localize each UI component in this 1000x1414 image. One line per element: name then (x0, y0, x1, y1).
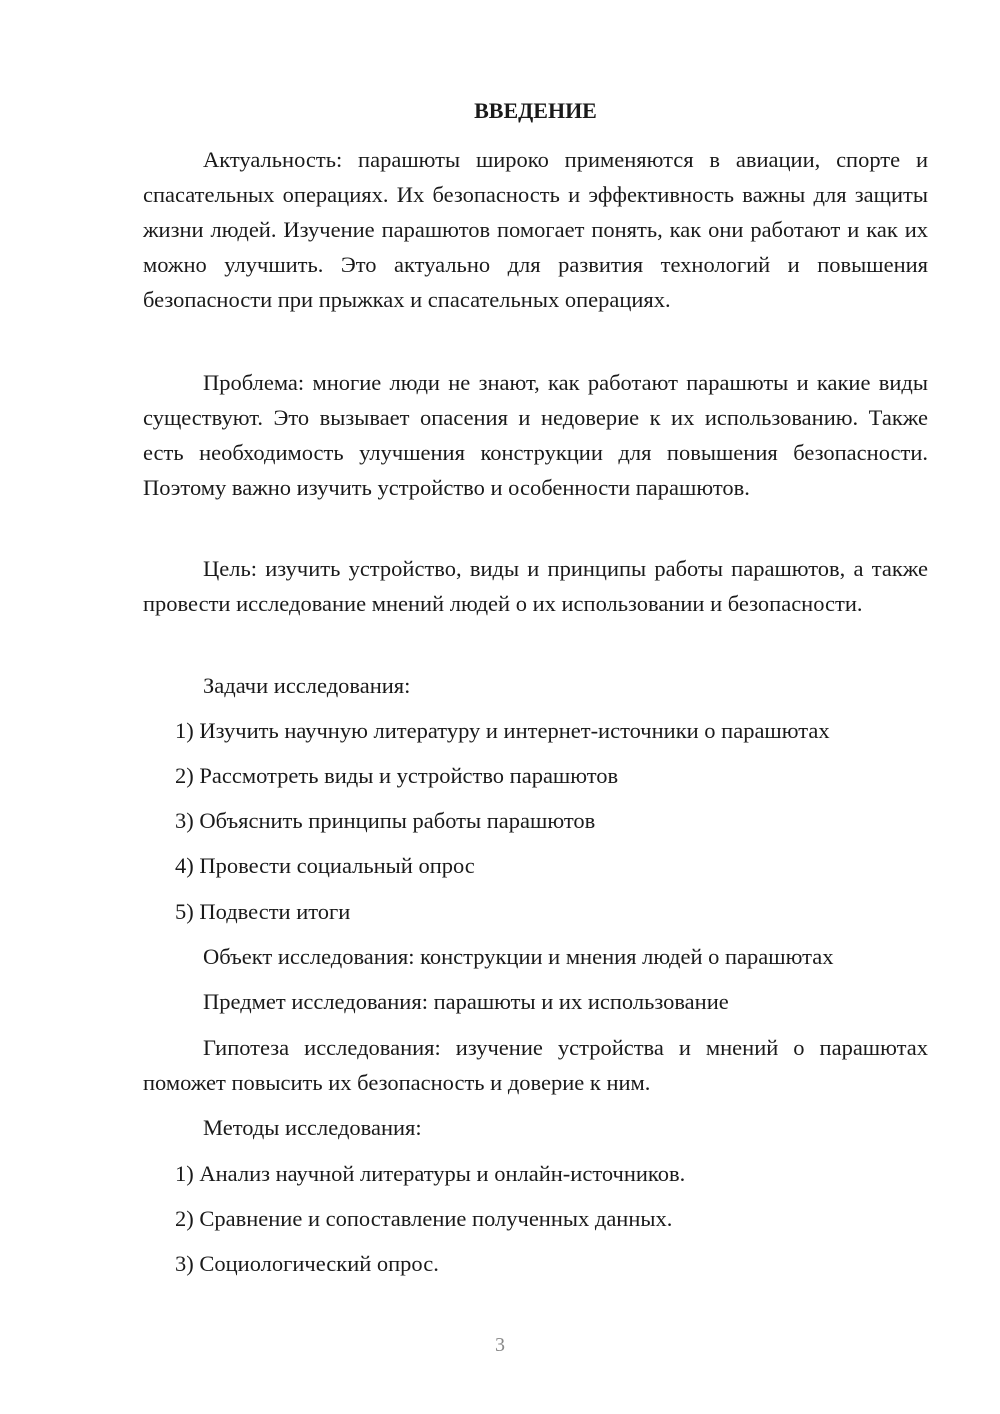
task-item: 4) Провести социальный опрос (175, 853, 475, 878)
task-item: 1) Изучить научную литературу и интернет-источники о парашютах (175, 718, 830, 743)
research-object: Объект исследования: конструкции и мнения людей о парашютах (203, 944, 834, 969)
problem-paragraph: Проблема: многие люди не знают, как работают парашюты и какие виды существуют. Это вызывает опасения и недоверие к их использованию. Также есть необходимость улучшения конструкции для повышения безопасности. Поэтому важно изучить устройство и особенности парашютов. (143, 370, 928, 500)
task-item: 2) Рассмотреть виды и устройство парашютов (175, 763, 619, 788)
section-heading: ВВЕДЕНИЕ (474, 98, 597, 123)
tasks-heading: Задачи исследования: (203, 673, 411, 698)
goal-paragraph: Цель: изучить устройство, виды и принципы работы парашютов, а также провести исследование мнений людей о их использовании и безопасности. (143, 556, 928, 616)
methods-heading: Методы исследования: (203, 1115, 422, 1140)
research-subject: Предмет исследования: парашюты и их использование (203, 989, 729, 1014)
method-item: 1) Анализ научной литературы и онлайн-источников. (175, 1161, 686, 1186)
method-item: 3) Социологический опрос. (175, 1251, 439, 1276)
task-item: 5) Подвести итоги (175, 899, 351, 924)
page-number: 3 (495, 1334, 505, 1356)
relevance-paragraph: Актуальность: парашюты широко применяются в авиации, спорте и спасательных операциях. Их безопасность и эффективность важны для защиты жизни людей. Изучение парашютов помогает понять, как они работают и как их можно улучшить. Это актуально для развития технологий и повышения безопасности при прыжках и спасательных операциях. (143, 147, 928, 312)
method-item: 2) Сравнение и сопоставление полученных данных. (175, 1206, 673, 1231)
hypothesis-paragraph: Гипотеза исследования: изучение устройства и мнений о парашютах поможет повысить их безопасность и доверие к ним. (143, 1035, 928, 1095)
task-item: 3) Объяснить принципы работы парашютов (175, 808, 596, 833)
